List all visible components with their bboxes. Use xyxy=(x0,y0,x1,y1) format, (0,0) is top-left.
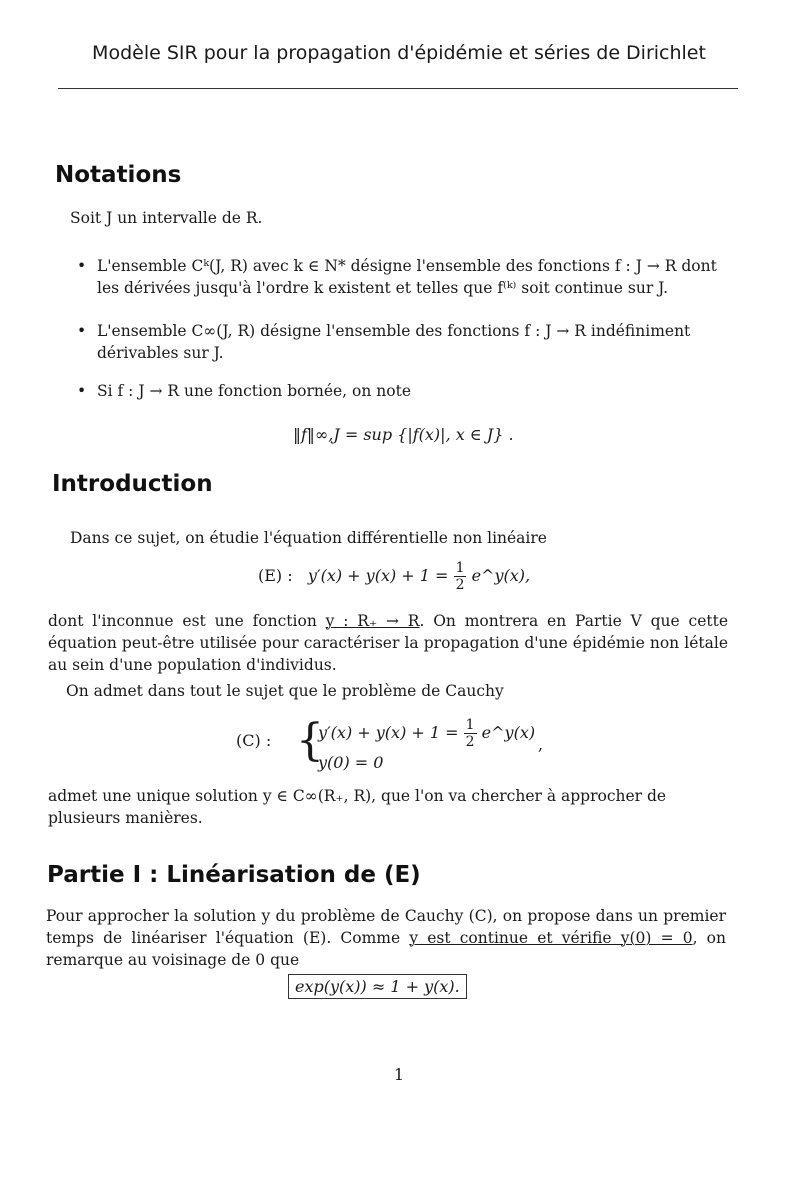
bullet-ck-text: L'ensemble Cᵏ(J, R) avec k ∈ N* désigne l'ensemble des fonctions f : J → R dont les dérivées jusqu'à l'ordre k existent et telles que f⁽ᵏ⁾ soit continue sur J. xyxy=(97,257,717,297)
partie1-paragraph: Pour approcher la solution y du problème de Cauchy (C), on propose dans un premier temps de linéariser l'équation (E). Comme y est continue et vérifie y(0) = 0, on remarque au voisinage de 0 que xyxy=(46,907,726,969)
intro-paragraph-1: Dans ce sujet, on étudie l'équation différentielle non linéaire xyxy=(70,529,547,547)
header-rule xyxy=(58,88,738,89)
boxed-approximation: exp(y(x)) ≈ 1 + y(x). xyxy=(288,977,467,996)
bullet-marker: • xyxy=(77,322,87,340)
underlined-hypothesis: y est continue et vérifie y(0) = 0 xyxy=(409,929,693,947)
partie1-heading: Partie I : Linéarisation de (E) xyxy=(47,862,421,888)
bullet-cinf xyxy=(77,320,733,364)
page-number: 1 xyxy=(393,1065,405,1084)
cauchy-label: (C) : xyxy=(236,731,272,750)
norm-formula: ‖f‖∞,J = sup {|f(x)|, x ∈ J} . xyxy=(293,425,514,444)
bullet-bounded xyxy=(77,380,733,402)
equation-E-fraction: $\frac{1}{2}$ xyxy=(455,560,465,593)
notations-heading: Notations xyxy=(55,162,182,188)
intro-paragraph-2: dont l'inconnue est une fonction y : R₊ → R. On montrera en Partie V que cette équation peut-être utilisée pour caractériser la propagation d'une épidémie non létale au sein d'une population d'individus. xyxy=(48,612,729,674)
running-header: Modèle SIR pour la propagation d'épidémie et séries de Dirichlet xyxy=(92,42,706,64)
intro-paragraph-4: admet une unique solution y ∈ C∞(R₊, R), que l'on va chercher à approcher de plusieurs manières. xyxy=(48,787,667,827)
bullet-marker: • xyxy=(77,382,87,400)
equation-E xyxy=(258,560,530,593)
notations-intro: Soit J un intervalle de R. xyxy=(70,209,263,227)
unknown-function: y : R₊ → R xyxy=(325,612,420,630)
equation-E-label: (E) : xyxy=(258,566,293,585)
cauchy-line-1: y′(x) + y(x) + 1 = $\frac{1}{2}$ e^y(x) xyxy=(318,717,536,750)
cauchy-comma: , xyxy=(538,735,544,754)
cauchy-line-2: y(0) = 0 xyxy=(318,753,384,772)
bullet-bounded-text: Si f : J → R une fonction bornée, on note xyxy=(97,382,411,400)
equation-E-lhs: y′(x) + y(x) + 1 = xyxy=(307,566,449,585)
left-brace: { xyxy=(296,715,324,766)
equation-E-rhs: e^y(x), xyxy=(471,566,531,585)
bullet-cinf-text: L'ensemble C∞(J, R) désigne l'ensemble des fonctions f : J → R indéfiniment dérivables sur J. xyxy=(97,322,691,362)
intro-paragraph-3: On admet dans tout le sujet que le problème de Cauchy xyxy=(66,682,504,700)
bullet-ck xyxy=(77,255,733,299)
bullet-marker: • xyxy=(77,257,87,275)
introduction-heading: Introduction xyxy=(52,471,213,497)
